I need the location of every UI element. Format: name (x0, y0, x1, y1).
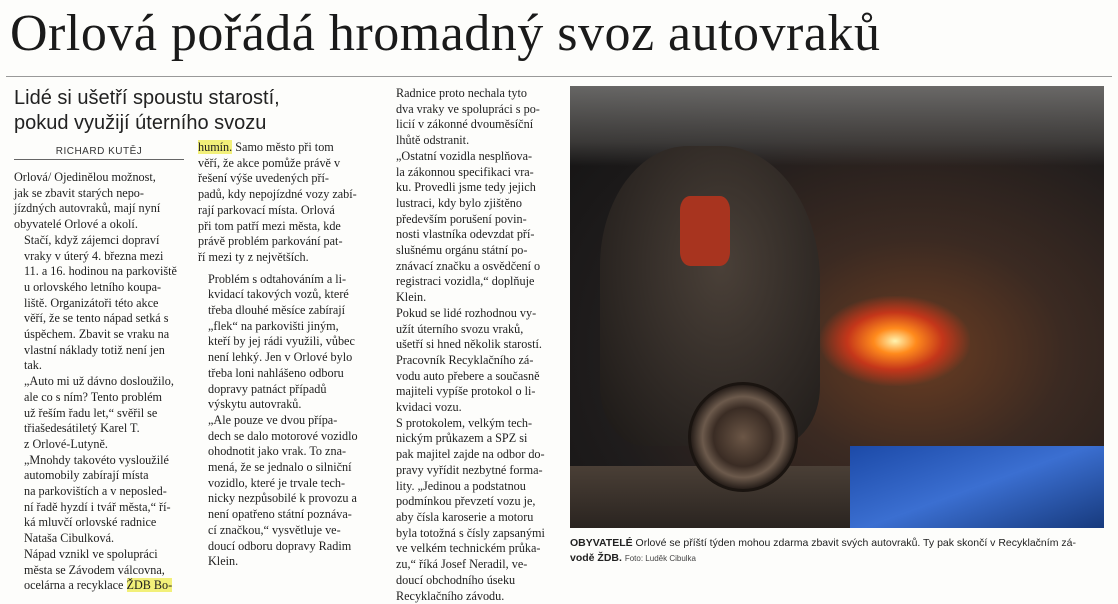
text-line: registraci vozidla,“ doplňuje (386, 274, 556, 290)
text-line: právě problém parkování pat- (198, 234, 370, 250)
text-line: byla totožná s čísly zapsanými (386, 526, 556, 542)
text-line: Pokud se lidé rozhodnou vy- (386, 306, 556, 322)
text-line: nosti vlastníka odevzdat pří- (386, 227, 556, 243)
text-line: pravy vyřídit nezbytné forma- (386, 463, 556, 479)
text-line: ušetří si hned několik starostí. (386, 337, 556, 353)
text-line: S protokolem, velkým tech- (386, 416, 556, 432)
text-line: z Orlové-Lutyně. (14, 437, 184, 453)
caption-text-end: vodě ŽDB. (570, 552, 622, 564)
text-line: vraky v úterý 4. března mezi (14, 249, 184, 265)
article-photo (570, 86, 1104, 528)
text-line: dopravy patnáct případů (198, 382, 370, 398)
text-line: Klein. (198, 554, 370, 570)
paragraph (198, 140, 370, 266)
text-line: na parkovištích a v neposled- (14, 484, 184, 500)
byline: RICHARD KUTĚJ (14, 146, 184, 160)
text-line: Problém s odtahováním a li- (198, 272, 370, 288)
paragraph (386, 149, 556, 306)
text-line: doucí obchodního úseku (386, 573, 556, 589)
text-line: cí značkou,“ vysvětluje ve- (198, 523, 370, 539)
text-line: la zákonnou specifikaci vra- (386, 165, 556, 181)
text-line: kvidací takových vozů, které (198, 287, 370, 303)
column-3 (386, 86, 556, 604)
text-line: kteří by jej rádi využili, vůbec (198, 334, 370, 350)
paragraph (14, 170, 184, 233)
text-line: lhůtě odstranit. (386, 133, 556, 149)
text-line: doucí odboru dopravy Radim (198, 539, 370, 555)
subheadline (14, 86, 374, 136)
text-line: Radnice proto nechala tyto (386, 86, 556, 102)
text-line: při tom patří mezi města, kde (198, 219, 370, 235)
highlighted-text: humín. (198, 140, 232, 154)
text-line: Nataša Cibulková. (14, 531, 184, 547)
text-line: věří, že akce pomůže právě v (198, 156, 370, 172)
caption-lead: OBYVATELÉ (570, 537, 633, 549)
text-line: není opatřeno státní poznáva- (198, 507, 370, 523)
text-line: 11. a 16. hodinou na parkoviště (14, 264, 184, 280)
paragraph (14, 547, 184, 594)
photo-scarf (680, 196, 730, 266)
text-line: „Auto mi už dávno dosloužilo, (14, 374, 184, 390)
text-line: nickým průkazem a SPZ si (386, 431, 556, 447)
text-line: dech se dalo motorové vozidlo (198, 429, 370, 445)
text-line: Pracovník Recyklačního zá- (386, 353, 556, 369)
photo-blue-car (850, 446, 1104, 528)
text-line: není lehký. Jen v Orlové bylo (198, 350, 370, 366)
caption-line (570, 536, 1110, 551)
photo-caption (570, 536, 1110, 566)
paragraph (198, 272, 370, 413)
subhead-line: Lidé si ušetří spoustu starostí, (14, 86, 374, 111)
text-line: „flek“ na parkovišti jiným, (198, 319, 370, 335)
column-1 (14, 170, 184, 594)
text-line: výskytu autovraků. (198, 397, 370, 413)
text-line: licií v zákonné dvouměsíční (386, 117, 556, 133)
text-line: padů, kdy nepojízdné vozy zabí- (198, 187, 370, 203)
text-line: ří mezi ty z největších. (198, 250, 370, 266)
text-line: „Ale pouze ve dvou přípa- (198, 413, 370, 429)
column-2 (198, 140, 370, 570)
text-line: řešení výše uvedených pří- (198, 171, 370, 187)
text-line: věří, že se tento nápad setká s (14, 311, 184, 327)
text-line: především porušení povin- (386, 212, 556, 228)
text-line: jak se zbavit starých nepo- (14, 186, 184, 202)
text-line: rají parkovací místa. Orlová (198, 203, 370, 219)
text-line: ale co s ním? Tento problém (14, 390, 184, 406)
photo-wall (570, 86, 1104, 166)
text-line: vlastní náklady totiž není jen (14, 343, 184, 359)
text-line: slušnému orgánu státní po- (386, 243, 556, 259)
text-line: užít úterního svozu vraků, (386, 322, 556, 338)
text-line: ohodnotit jako vrak. To zna- (198, 444, 370, 460)
text-line: města se Závodem válcovna, (14, 563, 184, 579)
text-line: majiteli vypíše protokol o li- (386, 384, 556, 400)
text-line: ku. Provedli jsme tedy jejich (386, 180, 556, 196)
text-line: lustraci, kdy bylo zjištěno (386, 196, 556, 212)
photo-sparks (820, 296, 970, 386)
paragraph (386, 306, 556, 416)
text-line: třeba loni nahlášeno odboru (198, 366, 370, 382)
text-line: Klein. (386, 290, 556, 306)
column-2-body (198, 272, 370, 570)
text-line: Stačí, když zájemci dopraví (14, 233, 184, 249)
text-line: ká mluvčí orlovské radnice (14, 515, 184, 531)
text-line: dva vraky ve spolupráci s po- (386, 102, 556, 118)
text-line: vozidlo, které je trvale tech- (198, 476, 370, 492)
text-line: vodu auto přebere a současně (386, 369, 556, 385)
top-rule (6, 76, 1112, 77)
text-line: aby čísla karoserie a motoru (386, 510, 556, 526)
text-line: obyvatelé Orlové a okolí. (14, 217, 184, 233)
text-line: ní řadě hyzdí i tvář města,“ ří- (14, 500, 184, 516)
highlighted-text: ŽDB Bo- (127, 578, 173, 592)
text-line: Recyklačního závodu. (386, 589, 556, 604)
paragraph (14, 233, 184, 374)
paragraph (198, 413, 370, 570)
paragraph (386, 416, 556, 604)
column-2-intro (198, 140, 370, 266)
text-line: nicky nezpůsobilé k provozu a (198, 491, 370, 507)
text-line: „Ostatní vozidla nesplňova- (386, 149, 556, 165)
text-line: pak majitel zajde na odbor do- (386, 447, 556, 463)
caption-text: Orlové se příští týden mohou zdarma zbavit svých autovraků. Ty pak skončí v Recyklačním zá- (633, 537, 1076, 549)
text-line: jízdných autovraků, mají nyní (14, 201, 184, 217)
text-line: kvidaci vozu. (386, 400, 556, 416)
paragraph (14, 453, 184, 547)
text-line: ocelárna a recyklace ŽDB Bo- (14, 578, 184, 594)
text-line: „Mnohdy takovéto vysloužilé (14, 453, 184, 469)
text-line: ve velkém technickém průka- (386, 541, 556, 557)
text-line: automobily zabírají místa (14, 468, 184, 484)
text-line: třiašedesátiletý Karel T. (14, 421, 184, 437)
text-line: podmínkou převzetí vozu je, (386, 494, 556, 510)
subhead-line: pokud využijí úterního svozu (14, 111, 374, 136)
headline: Orlová pořádá hromadný svoz autovraků (10, 2, 1110, 66)
text-line: už řeším řadu let,“ svěřil se (14, 406, 184, 422)
text-line: lity. „Jedinou a podstatnou (386, 479, 556, 495)
paragraph (386, 86, 556, 149)
text-line: mená, že se jednalo o silniční (198, 460, 370, 476)
caption-line (570, 551, 1110, 566)
text-line: znávací značku a osvědčení o (386, 259, 556, 275)
text-line: třeba dlouhé měsíce zabírají (198, 303, 370, 319)
text-line: humín. Samo město při tom (198, 140, 370, 156)
text-line: úspěchem. Zbavit se vraku na (14, 327, 184, 343)
text-line: Orlová/ Ojedinělou možnost, (14, 170, 184, 186)
text-line: zu,“ říká Josef Neradil, ve- (386, 557, 556, 573)
text-line: liště. Organizátoři této akce (14, 296, 184, 312)
text-line: Nápad vznikl ve spolupráci (14, 547, 184, 563)
text-line: tak. (14, 358, 184, 374)
photo-wheel (688, 382, 798, 492)
photo-credit: Foto: Luděk Cibulka (625, 554, 696, 563)
paragraph (14, 374, 184, 453)
text-line: u orlovského letního koupa- (14, 280, 184, 296)
